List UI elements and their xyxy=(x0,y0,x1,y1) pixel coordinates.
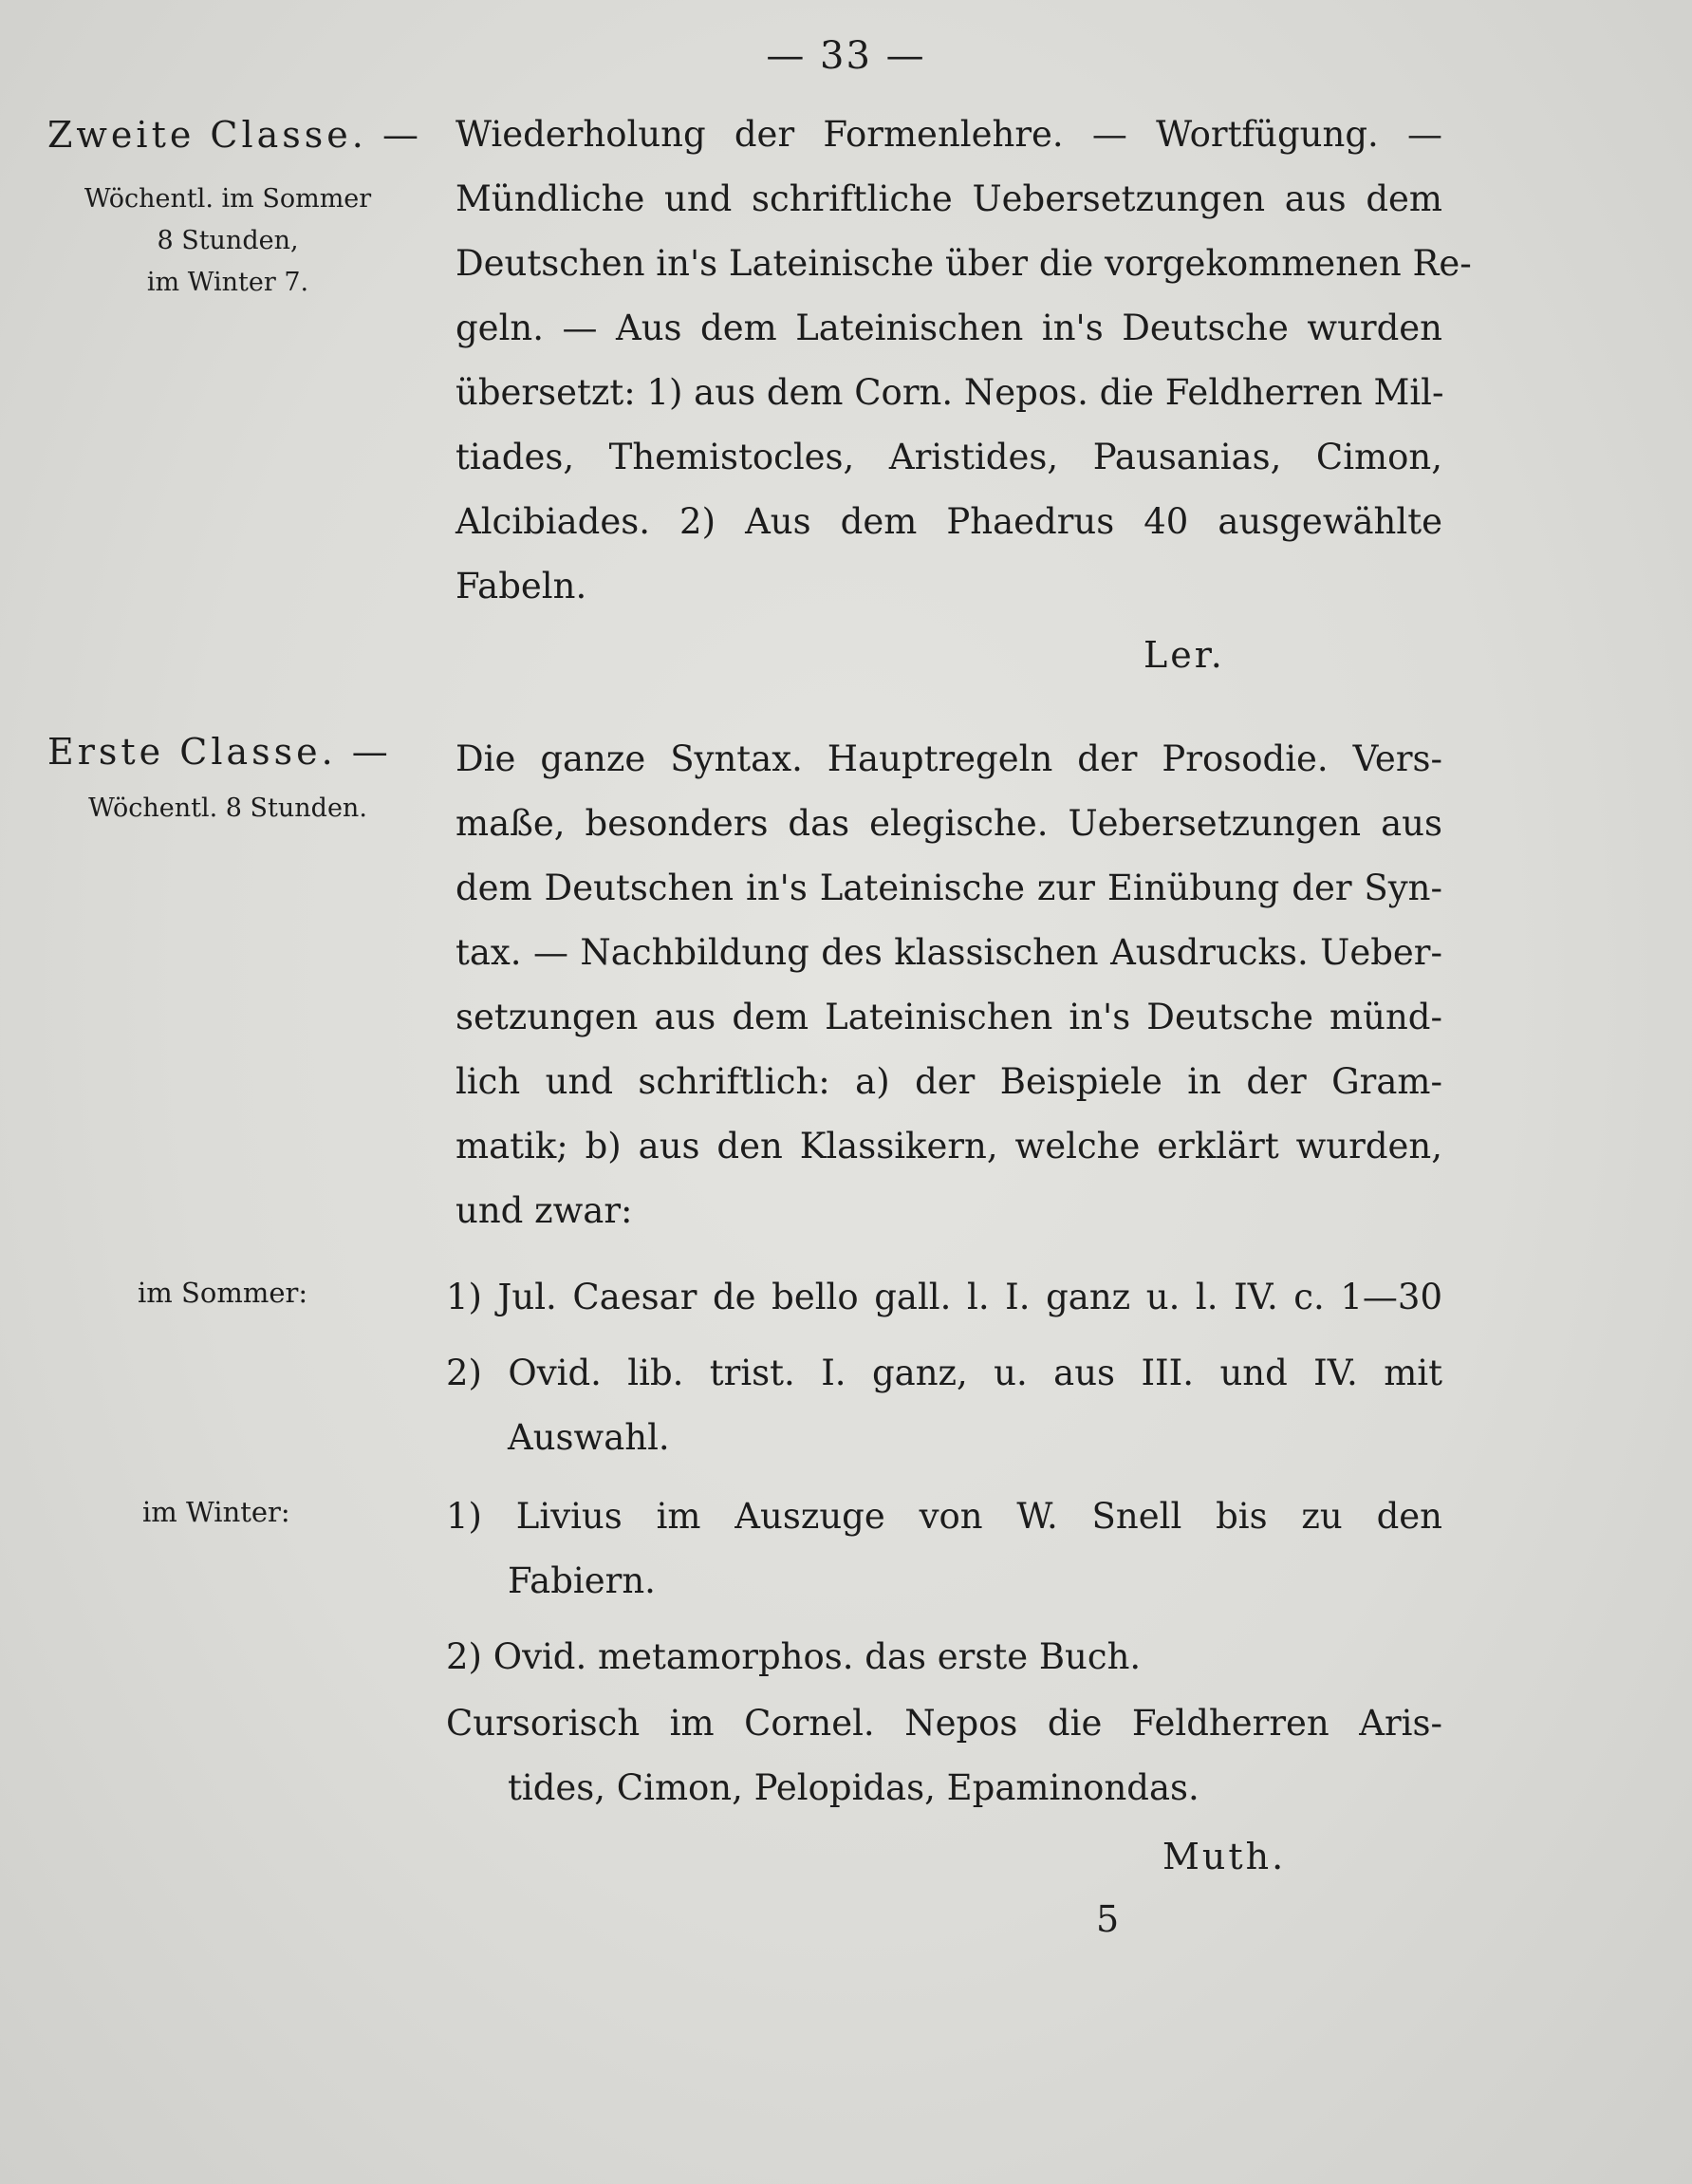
zweite-text-line: Mündliche und schriftliche Uebersetzungen aus dem xyxy=(456,178,1442,219)
winter-item: 2) Ovid. metamorphos. das erste Buch. xyxy=(446,1636,1142,1677)
section-title-zweite-classe: Zweite Classe. — xyxy=(47,114,422,156)
sommer-item: 1) Jul. Caesar de bello gall. l. I. ganz u. l. IV. c. 1—30 xyxy=(446,1277,1442,1317)
erste-text-line: matik; b) aus den Klassikern, welche erklärt wurden, xyxy=(456,1126,1442,1167)
erste-text-line: dem Deutschen in's Lateinische zur Einübung der Syn- xyxy=(456,868,1442,908)
page-number: — 33 — xyxy=(766,34,926,78)
zweite-side-line: im Winter 7. xyxy=(146,268,309,297)
zweite-text-line: Wiederholung der Formenlehre. — Wortfügung. — xyxy=(456,114,1442,155)
zweite-text-line: übersetzt: 1) aus dem Corn. Nepos. die Feldherren Mil- xyxy=(456,372,1444,413)
erste-text-line: tax. — Nachbildung des klassischen Ausdrucks. Ueber- xyxy=(456,932,1442,973)
erste-text-line: Die ganze Syntax. Hauptregeln der Prosodie. Vers- xyxy=(456,738,1442,779)
winter-item: 1) Livius im Auszuge von W. Snell bis zu den xyxy=(446,1496,1442,1537)
zweite-text-line: Fabeln. xyxy=(456,566,587,607)
zweite-side-note xyxy=(38,178,418,304)
sommer-item: 2) Ovid. lib. trist. I. ganz, u. aus III. und IV. mit xyxy=(446,1353,1442,1393)
section-title-erste-classe: Erste Classe. — xyxy=(47,731,392,773)
sommer-item-continuation: Auswahl. xyxy=(508,1417,670,1458)
zweite-text-line: Alcibiades. 2) Aus dem Phaedrus 40 ausgewählte xyxy=(456,501,1442,542)
sommer-label: im Sommer: xyxy=(138,1277,308,1309)
signature-number: 5 xyxy=(1096,1898,1120,1940)
zweite-text-line: geln. — Aus dem Lateinischen in's Deutsche wurden xyxy=(456,308,1442,348)
winter-item-continuation: Fabiern. xyxy=(508,1560,656,1601)
cursory-reading-line: tides, Cimon, Pelopidas, Epaminondas. xyxy=(508,1767,1199,1808)
signature-muth: Muth. xyxy=(1162,1836,1287,1877)
signature-ler: Ler. xyxy=(1143,634,1225,676)
zweite-text-line: Deutschen in's Lateinische über die vorgekommenen Re- xyxy=(456,243,1472,284)
erste-side-note xyxy=(38,788,418,830)
erste-side-line: Wöchentl. 8 Stunden. xyxy=(88,793,367,823)
zweite-side-line: 8 Stunden, xyxy=(157,226,299,255)
cursory-reading-line: Cursorisch im Cornel. Nepos die Feldherren Aris- xyxy=(446,1703,1442,1744)
erste-text-line: und zwar: xyxy=(456,1190,633,1231)
winter-label: im Winter: xyxy=(142,1496,290,1528)
erste-text-line: lich und schriftlich: a) der Beispiele in der Gram- xyxy=(456,1061,1442,1102)
erste-text-line: maße, besonders das elegische. Uebersetzungen aus xyxy=(456,803,1442,844)
erste-text-line: setzungen aus dem Lateinischen in's Deutsche münd- xyxy=(456,997,1442,1037)
zweite-text-line: tiades, Themistocles, Aristides, Pausanias, Cimon, xyxy=(456,437,1442,477)
zweite-side-line: Wöchentl. im Sommer xyxy=(84,184,372,214)
